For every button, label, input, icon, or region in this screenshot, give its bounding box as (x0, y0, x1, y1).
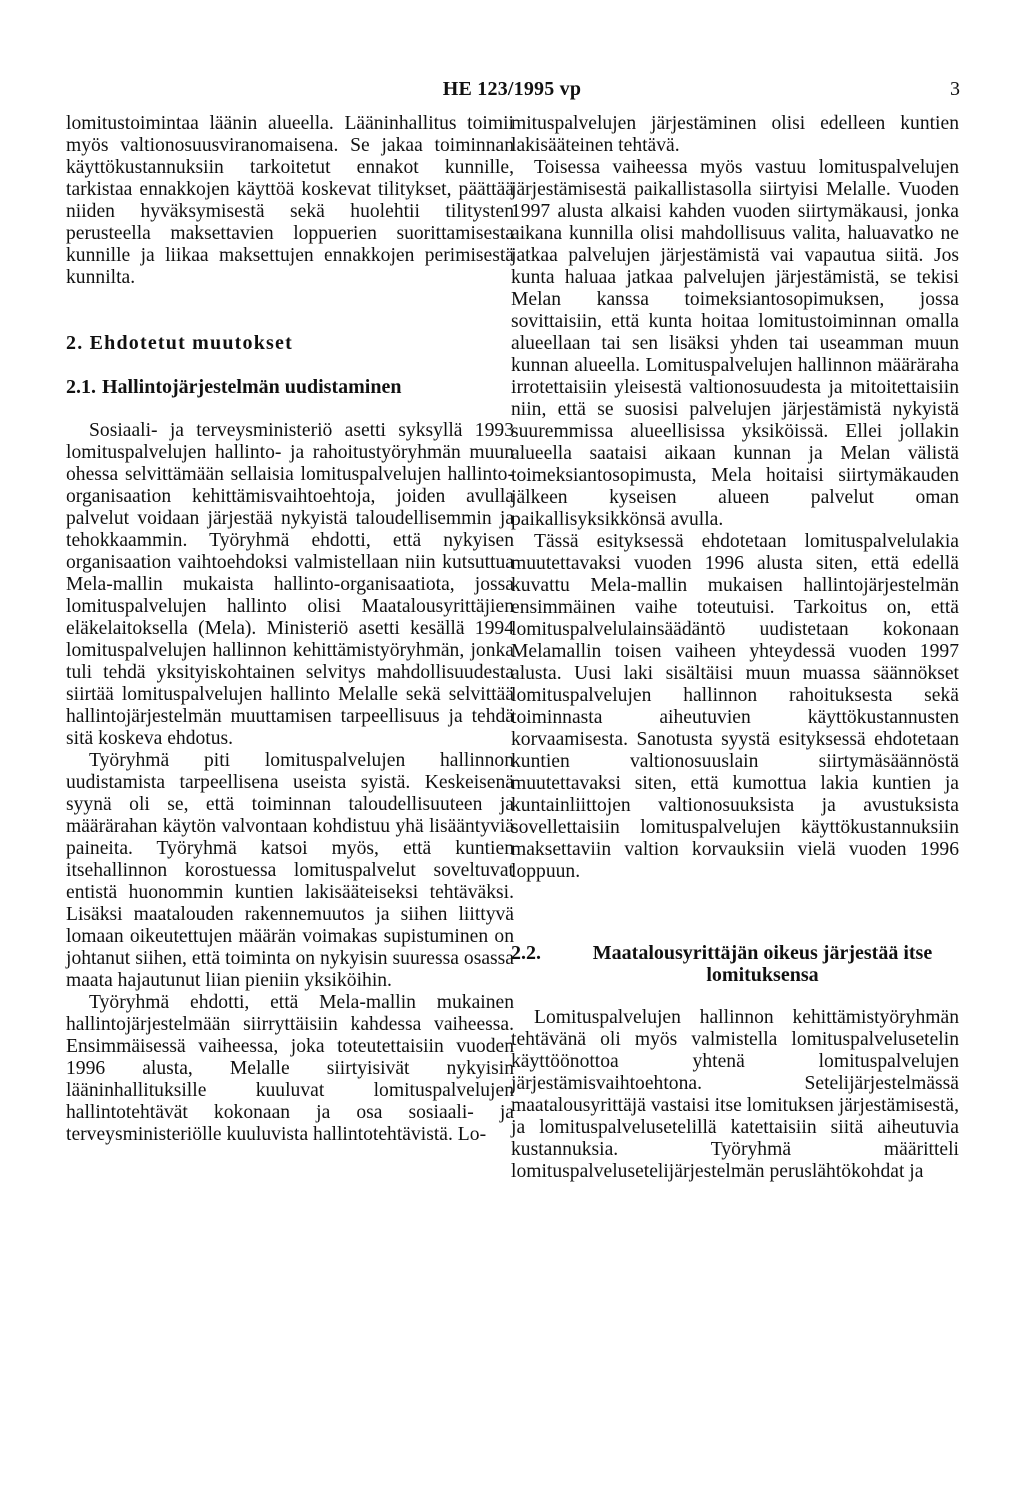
subsection-number: 2.2. (511, 942, 541, 964)
left-column (66, 113, 514, 1146)
subsection-title: Hallintojärjestelmän uudistaminen (102, 376, 402, 398)
body-paragraph: mituspalvelujen järjestäminen olisi edelleen kuntien lakisääteinen tehtävä. (511, 113, 959, 156)
body-paragraph: Työryhmä ehdotti, että Mela-mallin mukainen hallintojärjestelmään siirryttäisiin kahdessa vaiheessa. Ensimmäisessä vaiheessa, joka toteutettaisiin vuoden 1996 alusta, Melalle siirtyisivät nykyisin lääninhallituksille kuuluvat lomituspalvelujen hallintotehtävät kokonaan ja osa sosiaali- ja terveysministeriölle kuuluvista hallintotehtävistä. Lo- (66, 992, 514, 1145)
subsection-heading-2-2 (511, 942, 959, 986)
subsection-title: Maatalousyrittäjän oikeus järjestää itse lomituksensa (592, 942, 933, 986)
intro-paragraph: lomitustoimintaa läänin alueella. Lääninhallitus toimii myös valtionosuusviranomaisena. Se jakaa toiminnan käyttökustannuksiin tarkoitetut ennakot kunnille, tarkistaa ennakkojen käyttöä koskevat tilitykset, päättää niiden hyväksymisestä sekä huolehtii tilitysten perusteella maksettavien loppuerien suorittamisesta kunnille ja liikaa maksettujen ennakkojen perimisestä kunnilta. (66, 113, 514, 288)
body-paragraph: Lomituspalvelujen hallinnon kehittämistyöryhmän tehtävänä oli myös valmistella lomituspalvelusetelin käyttöönottoa yhtenä lomituspalvelujen järjestämisvaihtoehtona. Setelijärjestelmässä maatalousyrittäjä vastaisi itse lomituksen järjestämisestä, ja lomituspalvelusetelillä katettaisiin siitä aiheutuvia kustannuksia. Työryhmä määritteli lomituspalvelusetelijärjestelmän peruslähtökohdat ja (511, 1007, 959, 1182)
body-paragraph: Työryhmä piti lomituspalvelujen hallinnon uudistamista tarpeellisena useista syistä. Keskeisenä syynä oli se, että toiminnan taloudellisuuteen ja määrärahan käytön valvontaan kohdistuu yhä lisääntyviä paineita. Työryhmä katsoi myös, että kuntien itsehallinnon korostuessa lomituspalvelut soveltuvat entistä huonommin kuntien lakisääteiseksi tehtäväksi. Lisäksi maatalouden rakennemuutos ja siihen liittyvä lomaan oikeutettujen määrän voimakas supistuminen on johtanut siihen, että toiminta on nykyisin suuressa osassa maata hajautunut liian pieniin yksiköihin. (66, 750, 514, 991)
subsection-heading-2-1 (66, 376, 514, 398)
body-paragraph: Tässä esityksessä ehdotetaan lomituspalvelulakia muutettavaksi vuoden 1996 alusta siten, että edellä kuvattu Mela-mallin mukaisen hallintojärjestelmän ensimmäinen vaihe toteutuisi. Tarkoitus on, että lomituspalvelulainsäädäntö uudistetaan kokonaan Melamallin toisen vaiheen yhteydessä vuoden 1997 alusta. Uusi laki sisältäisi muun muassa säännökset lomituspalvelujen hallinnon rahoituksesta sekä toiminnasta aiheutuvien käyttökustannusten korvaamisesta. Sanotusta syystä esityksessä ehdotetaan kuntien valtionosuuslain siirtymäsäännöstä muutettavaksi siten, että kumottua lakia kuntien ja kuntainliittojen valtionosuuksista ja avustuksista sovellettaisiin lomituspalvelujen käyttökustannuksiin maksettaviin valtion korvauksiin vielä vuoden 1996 loppuun. (511, 531, 959, 882)
body-paragraph: Sosiaali- ja terveysministeriö asetti syksyllä 1993 lomituspalvelujen hallinto- ja rahoitustyöryhmän muun ohessa selvittämään sellaisia lomituspalvelujen hallinto-organisaation kehittämisvaihtoehtoja, joiden avulla palvelut voidaan järjestää nykyistä taloudellisemmin ja tehokkaammin. Työryhmä ehdotti, että nykyisen organisaation vaihtoehdoksi valmistellaan niin kutsuttua Mela-mallin mukaista hallinto-organisaatiota, jossa lomituspalvelujen hallinto olisi Maatalousyrittäjien eläkelaitoksella (Mela). Ministeriö asetti kesällä 1994 lomituspalvelujen hallinnon kehittämistyöryhmän, jonka tuli tehdä yksityiskohtainen selvitys mahdollisuudesta siirtää lomituspalvelujen hallinto Melalle sekä selvittää hallintojärjestelmän muuttamisen tarpeellisuus ja tehdä sitä koskeva ehdotus. (66, 420, 514, 749)
body-paragraph: Toisessa vaiheessa myös vastuu lomituspalvelujen järjestämisestä paikallistasolla siirtyisi Melalle. Vuoden 1997 alusta alkaisi kahden vuoden siirtymäkausi, jonka aikana kunnilla olisi mahdollisuus valita, haluavatko ne jatkaa palvelujen järjestämistä vai vapautua siitä. Jos kunta haluaa jatkaa palvelujen järjestämistä, se tekisi Melan kanssa toimeksiantosopimuksen, jossa sovittaisiin, että kunta hoitaa lomitustoiminnan omalla alueellaan tai sen lisäksi yhden tai useamman muun kunnan alueella. Lomituspalvelujen hallinnon määräraha irrotettaisiin yleisestä valtionosuudesta ja mitoitettaisiin niin, että se suosisi palvelujen järjestämistä nykyistä suuremmissa alueellisissa yksiköissä. Ellei jollakin alueella saataisi aikaan kunnan ja Melan välistä toimeksiantosopimusta, Mela hoitaisi siirtymäkauden jälkeen kyseisen alueen palvelut oman paikallisyksikkönsä avulla. (511, 157, 959, 530)
section-heading: 2. Ehdotetut muutokset (66, 332, 293, 354)
right-column (511, 113, 959, 1183)
page-number: 3 (950, 78, 960, 100)
document-header-title: HE 123/1995 vp (442, 78, 582, 100)
subsection-number: 2.1. (66, 376, 96, 398)
